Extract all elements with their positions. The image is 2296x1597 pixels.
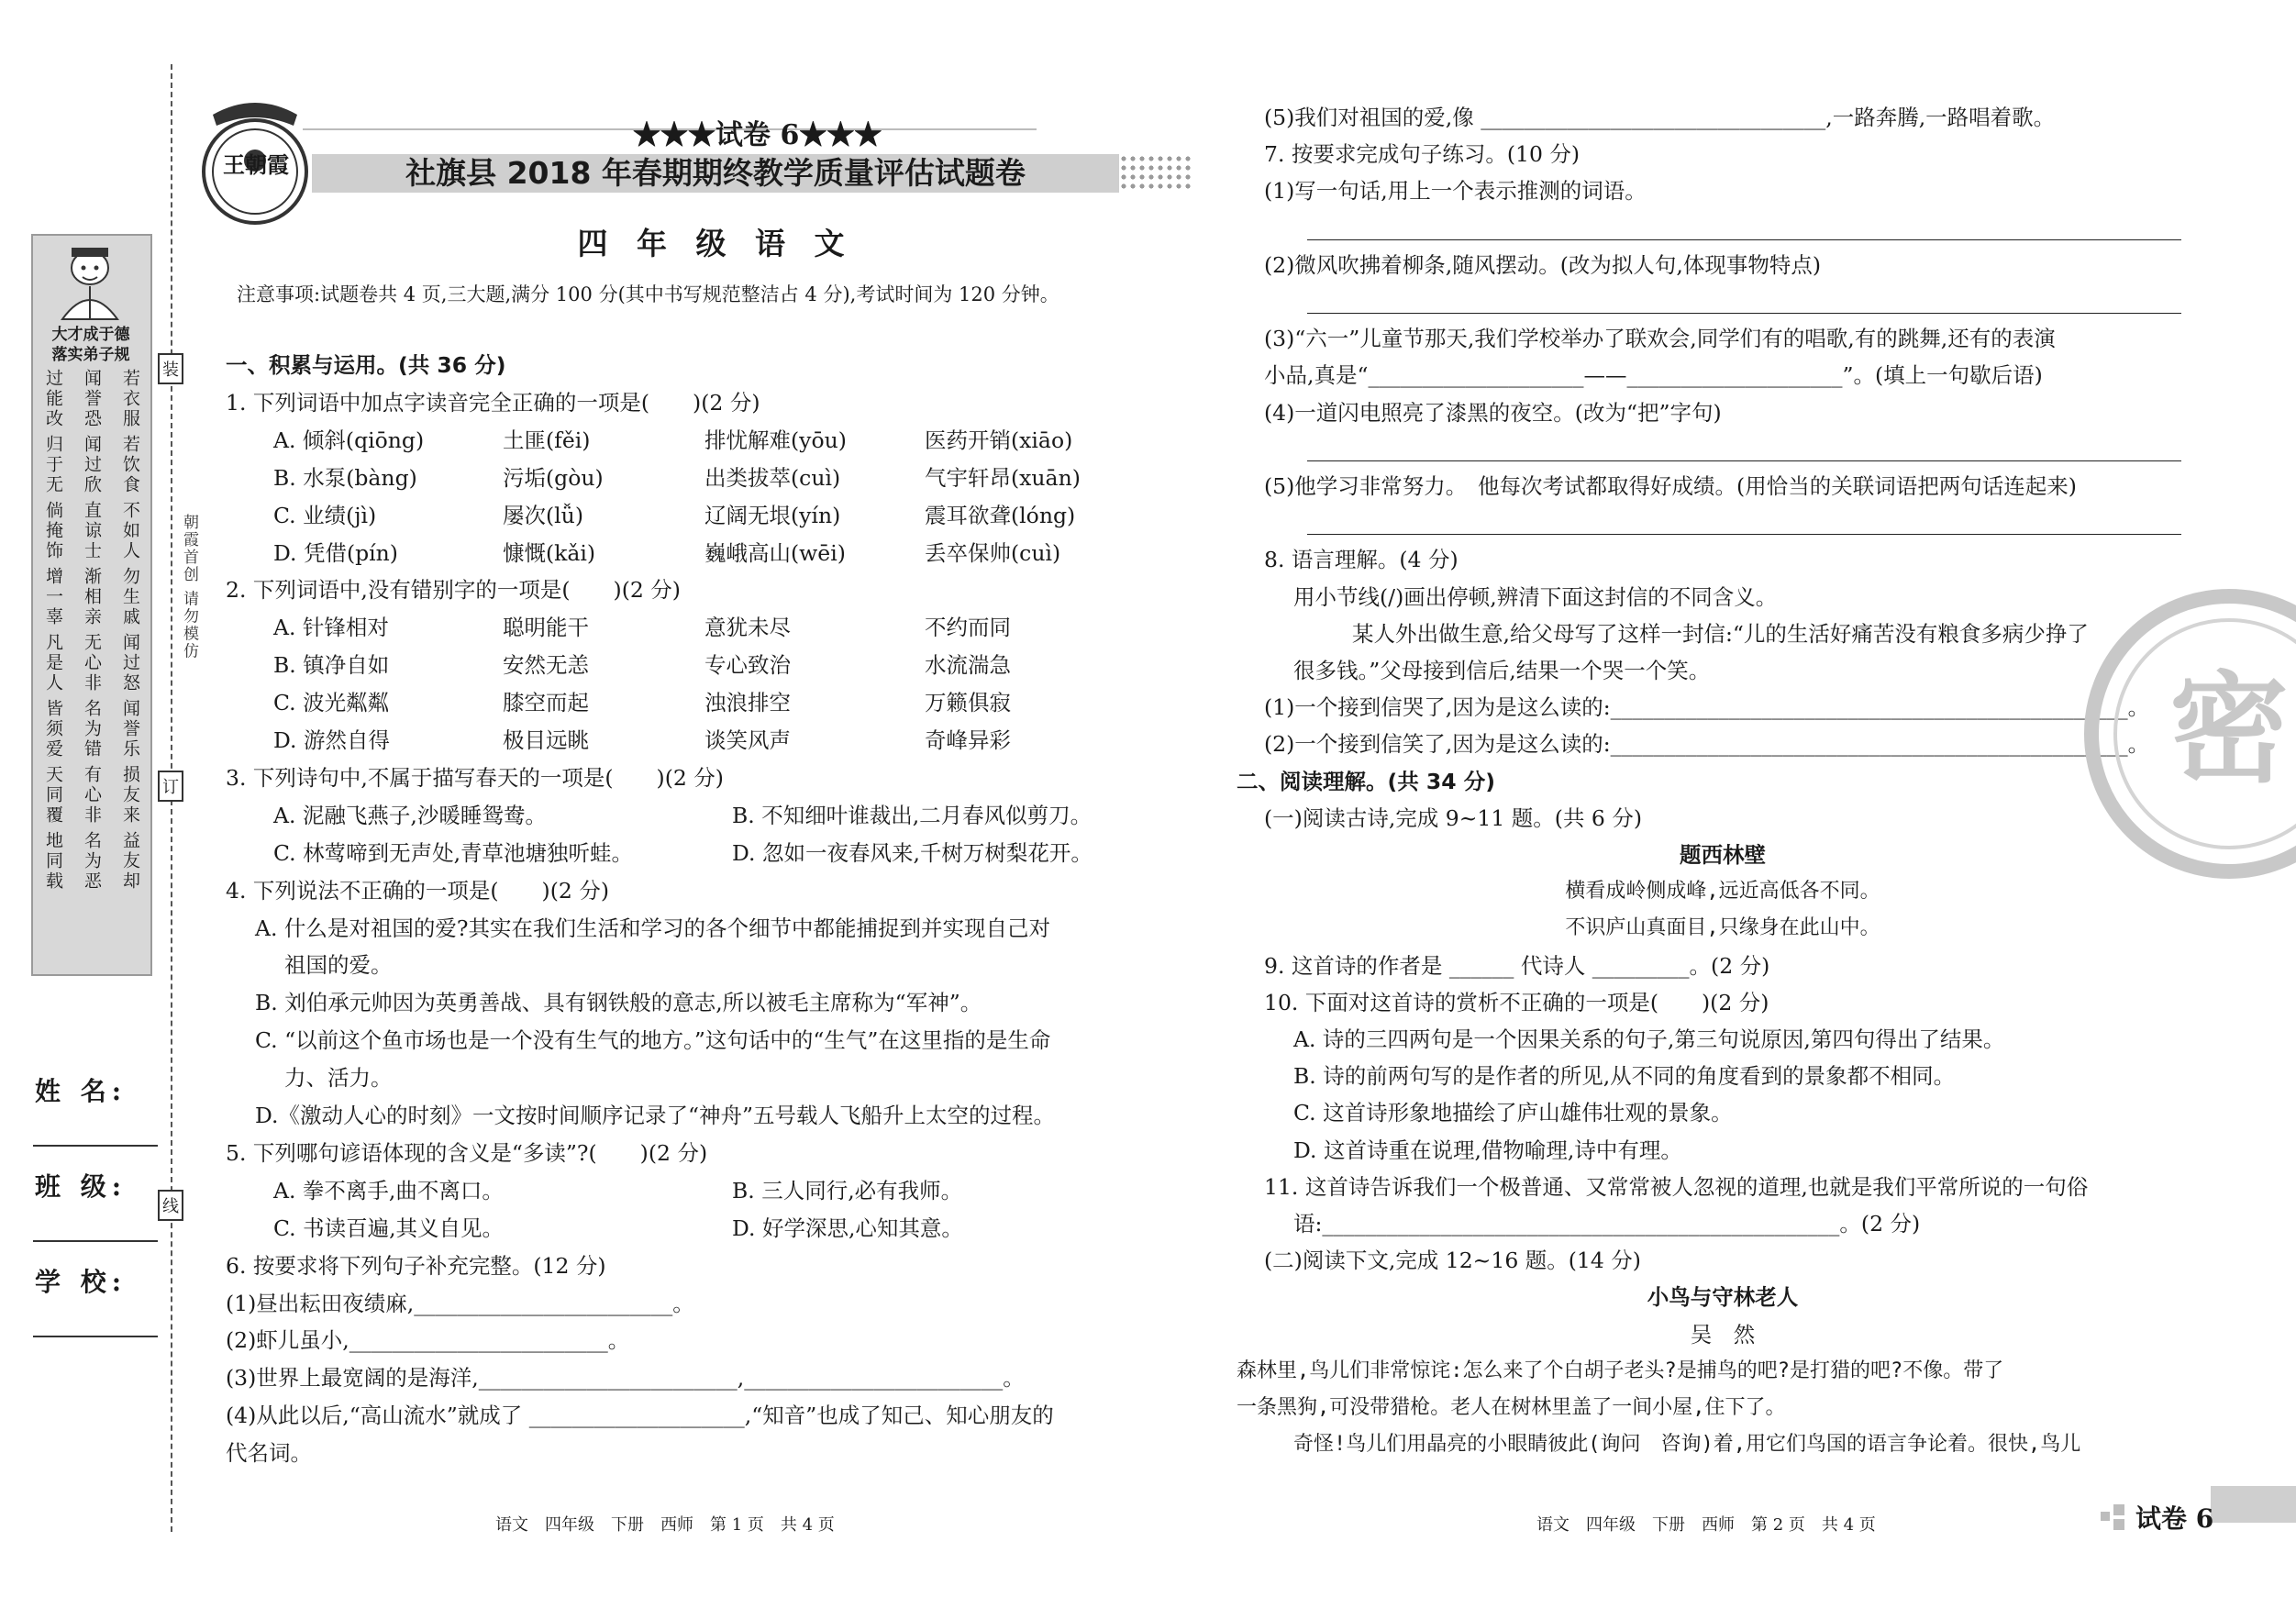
question-text: (3)世界上最宽阔的是海洋,________________________,________________________。 bbox=[226, 1365, 1025, 1392]
question-text: (1)写一句话,用上一个表示推测的词语。 bbox=[1264, 178, 1647, 205]
proverb-column: 倘掩饰 bbox=[43, 501, 63, 561]
option-text: A. 针锋相对 bbox=[273, 615, 389, 641]
option-text: 巍峨高山(wēi) bbox=[704, 539, 846, 566]
proverb-group bbox=[42, 831, 141, 892]
option-text: 气宇轩昂(xuān) bbox=[925, 464, 1081, 491]
proverb-group bbox=[42, 567, 141, 627]
question-text: 力、活力。 bbox=[284, 1065, 393, 1092]
gutter-motto-2: 落实弟子规 bbox=[51, 346, 130, 364]
question-text: (5)我们对祖国的爱,像 ________________________________,一路奔腾,一路唱着歌。 bbox=[1264, 105, 2056, 130]
proverb-column: 闻誉乐 bbox=[120, 699, 140, 760]
question-text: 8. 语言理解。(4 分) bbox=[1264, 547, 1459, 573]
section-heading: 小鸟与守林老人 bbox=[1647, 1284, 1799, 1311]
question-text: 吴 然 bbox=[1690, 1321, 1756, 1347]
question-text: 不识庐山真面目,只缘身在此山中。 bbox=[1565, 916, 1880, 940]
proverb-column: 名为恶 bbox=[82, 831, 102, 892]
question-text: 横看成岭侧成峰,远近高低各不同。 bbox=[1565, 880, 1880, 904]
option-text: 浊浪排空 bbox=[704, 690, 791, 716]
question-text: 用小节线(/)画出停顿,辨清下面这封信的不同含义。 bbox=[1293, 583, 1778, 610]
option-text: 排忧解难(yōu) bbox=[704, 427, 847, 453]
question-text: 1. 下列词语中加点字读音完全正确的一项是( )(2 分) bbox=[226, 389, 760, 416]
badge-bar bbox=[2211, 1486, 2296, 1523]
proverb-column: 益友却 bbox=[120, 831, 140, 892]
question-text: 奇怪!鸟儿们用晶亮的小眼睛彼此(询问 咨询)着,用它们鸟国的语言争论着。很快,鸟儿 bbox=[1293, 1433, 2081, 1457]
exam-title: 社旗县 2018 年春期期终教学质量评估试题卷 bbox=[405, 155, 1026, 191]
question-text: 语:________________________________________________。(2 分) bbox=[1293, 1211, 1921, 1237]
answer-line[interactable] bbox=[1307, 534, 2181, 535]
option-text: C. 林莺啼到无声处,青草池塘独听蛙。 bbox=[273, 839, 634, 866]
question-text: 代名词。 bbox=[226, 1440, 312, 1467]
option-text: 土匪(fěi) bbox=[503, 427, 591, 453]
logo-text: 王朝霞 bbox=[223, 151, 289, 178]
option-text: A. 倾斜(qiōng) bbox=[273, 427, 425, 453]
paper-badge: 试卷 6 bbox=[2135, 1503, 2214, 1534]
proverb-column: 无心非 bbox=[82, 633, 102, 693]
confidential-seal-icon bbox=[2082, 587, 2296, 881]
class-field[interactable] bbox=[33, 1240, 158, 1242]
question-text: (2)一个接到信笑了,因为是这么读的:________________________________________________。 bbox=[1264, 731, 2150, 758]
question-text: A. 什么是对祖国的爱?其实在我们生活和学习的各个细节中都能捕捉到并实现自己对 bbox=[255, 915, 1051, 941]
badge-square bbox=[2113, 1519, 2124, 1530]
question-text: 2. 下列词语中,没有错别字的一项是( )(2 分) bbox=[226, 577, 681, 604]
question-text: 4. 下列说法不正确的一项是( )(2 分) bbox=[226, 877, 609, 904]
option-text: 污垢(gòu) bbox=[503, 464, 604, 491]
option-text: A. 泥融飞燕子,沙暖睡鸳鸯。 bbox=[273, 802, 547, 828]
question-text: 11. 这首诗告诉我们一个极普通、又常常被人忽视的道理,也就是我们平常所说的一句俗 bbox=[1264, 1173, 2089, 1200]
proverb-group bbox=[42, 699, 141, 760]
name-field[interactable] bbox=[33, 1145, 158, 1147]
footer-right: 语文 四年级 下册 西师 第 2 页 共 4 页 bbox=[1536, 1515, 1876, 1535]
option-text: 水流湍急 bbox=[925, 652, 1011, 679]
option-text: B. 镇净自如 bbox=[273, 652, 390, 679]
proverb-group bbox=[42, 369, 141, 429]
question-text: B. 诗的前两句写的是作者的所见,从不同的角度看到的景象都不相同。 bbox=[1293, 1063, 1956, 1090]
seal-text: 密 bbox=[2168, 660, 2290, 799]
proverb-column: 若衣服 bbox=[120, 369, 140, 429]
question-text: 森林里,鸟儿们非常惊诧:怎么来了个白胡子老头?是捕鸟的吧?是打猎的吧?不像。带了 bbox=[1237, 1359, 2004, 1382]
proverb-column: 若饮食 bbox=[120, 435, 140, 495]
question-text: B. 刘伯承元帅因为英勇善战、具有钢铁般的意志,所以被毛主席称为“军神”。 bbox=[255, 990, 982, 1016]
option-text: 奇峰异彩 bbox=[925, 727, 1011, 753]
question-text: D.《激动人心的时刻》一文按时间顺序记录了“神舟”五号载人飞船升上太空的过程。 bbox=[255, 1103, 1056, 1128]
school-field[interactable] bbox=[33, 1336, 158, 1337]
question-text: 6. 按要求将下列句子补充完整。(12 分) bbox=[226, 1252, 606, 1279]
answer-line[interactable] bbox=[1307, 239, 2181, 240]
question-text: 7. 按要求完成句子练习。(10 分) bbox=[1264, 141, 1581, 168]
gutter-proverbs bbox=[42, 369, 141, 956]
proverb-group bbox=[42, 501, 141, 561]
proverb-column: 闻誉恐 bbox=[82, 369, 102, 429]
question-text: C. “以前这个鱼市场也是一个没有生气的地方。”这句话中的“生气”在这里指的是生命 bbox=[255, 1027, 1051, 1054]
question-text: 5. 下列哪句谚语体现的含义是“多读”?( )(2 分) bbox=[226, 1139, 708, 1166]
badge-square bbox=[2101, 1512, 2110, 1521]
question-text: 一条黑狗,可没带猎枪。老人在树林里盖了一间小屋,住下了。 bbox=[1237, 1396, 1786, 1419]
option-text: D. 忽如一夜春风来,千树万树梨花开。 bbox=[732, 839, 1093, 866]
question-text: (5)他学习非常努力。 他每次考试都取得好成绩。(用恰当的关联词语把两句话连起来) bbox=[1264, 473, 2077, 499]
proverb-column: 闻过欣 bbox=[82, 435, 102, 495]
question-text: (3)“六一”儿童节那天,我们学校举办了联欢会,同学们有的唱歌,有的跳舞,还有的表演 bbox=[1264, 326, 2056, 352]
option-text: 医药开销(xiāo) bbox=[925, 427, 1073, 453]
gutter-motto-1: 大才成于德 bbox=[51, 326, 130, 344]
option-text: C. 业绩(jì) bbox=[273, 502, 377, 528]
badge-square bbox=[2113, 1504, 2124, 1515]
class-label: 班 级: bbox=[35, 1171, 128, 1202]
question-text: 祖国的爱。 bbox=[284, 952, 393, 979]
option-text: 慷慨(kǎi) bbox=[503, 539, 596, 566]
option-text: A. 拳不离手,曲不离口。 bbox=[273, 1177, 504, 1203]
copyright-notice: 朝霞首创 请勿模仿 bbox=[180, 514, 198, 660]
question-text: 10. 下面对这首诗的赏析不正确的一项是( )(2 分) bbox=[1264, 989, 1769, 1015]
scholar-illustration-icon bbox=[40, 240, 139, 321]
option-text: 出类拔萃(cuì) bbox=[704, 464, 841, 491]
question-text: (2)微风吹拂着柳条,随风摆动。(改为拟人句,体现事物特点) bbox=[1264, 251, 1822, 278]
proverb-column: 损友来 bbox=[120, 765, 140, 826]
cut-mark-zhuang: 装 bbox=[158, 353, 183, 384]
answer-line[interactable] bbox=[1307, 313, 2181, 314]
proverb-column: 名为错 bbox=[82, 699, 102, 760]
proverb-column: 勿生戚 bbox=[120, 567, 140, 627]
proverb-column: 过能改 bbox=[43, 369, 63, 429]
option-text: B. 水泵(bàng) bbox=[273, 464, 417, 491]
option-text: D. 游然自得 bbox=[273, 727, 390, 753]
proverb-group bbox=[42, 633, 141, 693]
option-text: 不约而同 bbox=[925, 615, 1011, 641]
option-text: 膝空而起 bbox=[503, 690, 589, 716]
question-text: 很多钱。”父母接到信后,结果一个哭一个笑。 bbox=[1293, 658, 1711, 683]
question-text: (一)阅读古诗,完成 9~11 题。(共 6 分) bbox=[1264, 804, 1643, 831]
option-text: 辽阔无垠(yín) bbox=[704, 502, 841, 528]
question-text: A. 诗的三四两句是一个因果关系的句子,第三句说原因,第四句得出了结果。 bbox=[1293, 1026, 2005, 1052]
option-text: 安然无恙 bbox=[503, 652, 589, 679]
question-text: (二)阅读下文,完成 12~16 题。(14 分) bbox=[1264, 1248, 1641, 1274]
cut-mark-xian: 线 bbox=[158, 1190, 183, 1221]
answer-line[interactable] bbox=[1307, 460, 2181, 461]
option-text: 专心致治 bbox=[704, 652, 791, 679]
option-text: C. 波光粼粼 bbox=[273, 690, 390, 716]
question-text: (1)昼出耘田夜绩麻,________________________。 bbox=[226, 1290, 694, 1316]
proverb-group bbox=[42, 435, 141, 495]
section-heading: 一、积累与运用。(共 36 分) bbox=[226, 352, 506, 378]
option-text: B. 三人同行,必有我师。 bbox=[732, 1177, 963, 1203]
option-text: D. 凭借(pín) bbox=[273, 539, 398, 566]
cut-mark-ding: 订 bbox=[158, 771, 183, 802]
option-text: 极目远眺 bbox=[503, 727, 589, 753]
proverb-column: 皆须爱 bbox=[43, 699, 63, 760]
ribbon-dots bbox=[1119, 154, 1192, 193]
option-text: 屡次(lǚ) bbox=[503, 502, 583, 528]
question-text: 3. 下列诗句中,不属于描写春天的一项是( )(2 分) bbox=[226, 764, 724, 791]
option-text: D. 好学深思,心知其意。 bbox=[732, 1214, 963, 1241]
option-text: 震耳欲聋(lóng) bbox=[925, 502, 1076, 528]
question-text: 9. 这首诗的作者是 ______ 代诗人 _________。(2 分) bbox=[1264, 952, 1770, 979]
option-text: 丢卒保帅(cuì) bbox=[925, 539, 1061, 566]
section-heading: 二、阅读理解。(共 34 分) bbox=[1237, 768, 1496, 794]
school-label: 学 校: bbox=[35, 1267, 128, 1297]
question-text: (2)虾儿虽小,________________________。 bbox=[226, 1327, 630, 1354]
question-text: 小品,真是“____________________——____________________”。(填上一句歇后语) bbox=[1264, 362, 2043, 389]
proverb-column: 有心非 bbox=[82, 765, 102, 826]
option-text: B. 不知细叶谁裁出,二月春风似剪刀。 bbox=[732, 802, 1093, 828]
exam-notice: 注意事项:试题卷共 4 页,三大题,满分 100 分(其中书写规范整洁占 4 分),考试时间为 120 分钟。 bbox=[237, 283, 1059, 305]
name-label: 姓 名: bbox=[35, 1076, 128, 1106]
proverb-column: 渐相亲 bbox=[82, 567, 102, 627]
option-text: 聪明能干 bbox=[503, 615, 589, 641]
question-text: (4)一道闪电照亮了漆黑的夜空。(改为“把”字句) bbox=[1264, 399, 1722, 426]
question-text: (1)一个接到信哭了,因为是这么读的:________________________________________________。 bbox=[1264, 694, 2150, 721]
option-text: 谈笑风声 bbox=[704, 727, 791, 753]
proverb-group bbox=[42, 765, 141, 826]
proverb-column: 归于无 bbox=[43, 435, 63, 495]
section-heading: 题西林壁 bbox=[1680, 842, 1766, 868]
proverb-column: 凡是人 bbox=[43, 633, 63, 693]
proverb-column: 地同载 bbox=[43, 831, 63, 892]
proverb-column: 不如人 bbox=[120, 501, 140, 561]
question-text: C. 这首诗形象地描绘了庐山雄伟壮观的景象。 bbox=[1293, 1100, 1733, 1126]
series-label: ★★★试卷 6★★★ bbox=[633, 119, 882, 151]
footer-left: 语文 四年级 下册 西师 第 1 页 共 4 页 bbox=[495, 1515, 835, 1535]
proverb-column: 增一辜 bbox=[43, 567, 63, 627]
proverb-column: 天同覆 bbox=[43, 765, 63, 826]
exam-subject: 四 年 级 语 文 bbox=[577, 226, 854, 261]
option-text: 万籁俱寂 bbox=[925, 690, 1011, 716]
question-text: D. 这首诗重在说理,借物喻理,诗中有理。 bbox=[1293, 1137, 1682, 1163]
question-text: (4)从此以后,“高山流水”就成了 ____________________,“知音”也成了知己、知心朋友的 bbox=[226, 1403, 1054, 1429]
option-text: C. 书读百遍,其义自见。 bbox=[273, 1214, 505, 1241]
question-text: 某人外出做生意,给父母写了这样一封信:“儿的生活好痛苦没有粮食多病少挣了 bbox=[1352, 620, 2089, 647]
proverb-column: 闻过怒 bbox=[120, 633, 140, 693]
option-text: 意犹未尽 bbox=[704, 615, 791, 641]
proverb-column: 直谅士 bbox=[82, 501, 102, 561]
